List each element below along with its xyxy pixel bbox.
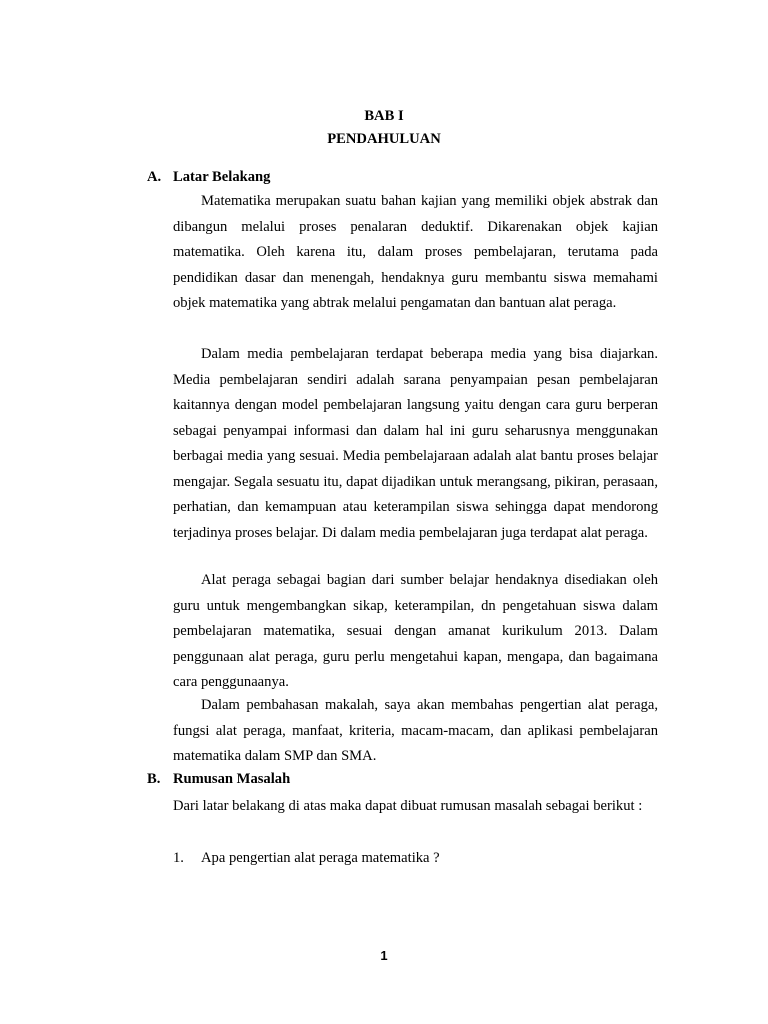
section-b-title: Rumusan Masalah: [173, 771, 291, 787]
paragraph-3: Alat peraga sebagai bagian dari sumber belajar hendaknya disediakan oleh guru untuk mengembangkan sikap, keterampilan, dn pengetahuan siswa dalam pembelajaran matematika, sesuai dengan amanat kurikulum 2013. Dalam penggunaan alat peraga, guru perlu mengetahui kapan, mengapa, dan bagaimana cara penggunaanya.: [173, 572, 658, 690]
chapter-number: BAB I: [364, 108, 404, 124]
section-b-letter: B.: [147, 771, 161, 787]
paragraph-1: Matematika merupakan suatu bahan kajian yang memiliki objek abstrak dan dibangun melalui proses penalaran deduktif. Dikarenakan objek kajian matematika. Oleh karena itu, dalam proses pembelajaran, terutama pada pendidikan dasar dan menengah, hendaknya guru membantu siswa memahami objek matematika yang abtrak melalui pengamatan dan bantuan alat peraga.: [173, 193, 658, 311]
list-item-number: 1.: [173, 850, 184, 866]
section-a-title: Latar Belakang: [173, 169, 271, 185]
list-item-text: Apa pengertian alat peraga matematika ?: [201, 850, 440, 866]
section-b-intro: Dari latar belakang di atas maka dapat dibuat rumusan masalah sebagai berikut :: [173, 798, 643, 814]
paragraph-4: Dalam pembahasan makalah, saya akan membahas pengertian alat peraga, fungsi alat peraga, manfaat, kriteria, macam-macam, dan aplikasi pembelajaran matematika dalam SMP dan SMA.: [173, 697, 658, 764]
paragraph-2: Dalam media pembelajaran terdapat beberapa media yang bisa diajarkan. Media pembelajaran sendiri adalah sarana penyampaian pesan pembelajaran kaitannya dengan model pembelajaran langsung yaitu dengan cara guru berperan sebagai penyampai informasi dan dalam hal ini guru seharusnya menggunakan berbagai media yang sesuai. Media pembelajaraan adalah alat bantu proses belajar mengajar. Segala sesuatu itu, dapat dijadikan untuk merangsang, pikiran, perasaan, perhatian, dan kemampuan atau keterampilan siswa sehingga dapat mendorong terjadinya proses belajar. Di dalam media pembelajaran juga terdapat alat peraga.: [173, 346, 658, 541]
section-a-letter: A.: [147, 169, 162, 185]
page-number: 1: [380, 948, 388, 963]
chapter-title: PENDAHULUAN: [327, 131, 441, 147]
